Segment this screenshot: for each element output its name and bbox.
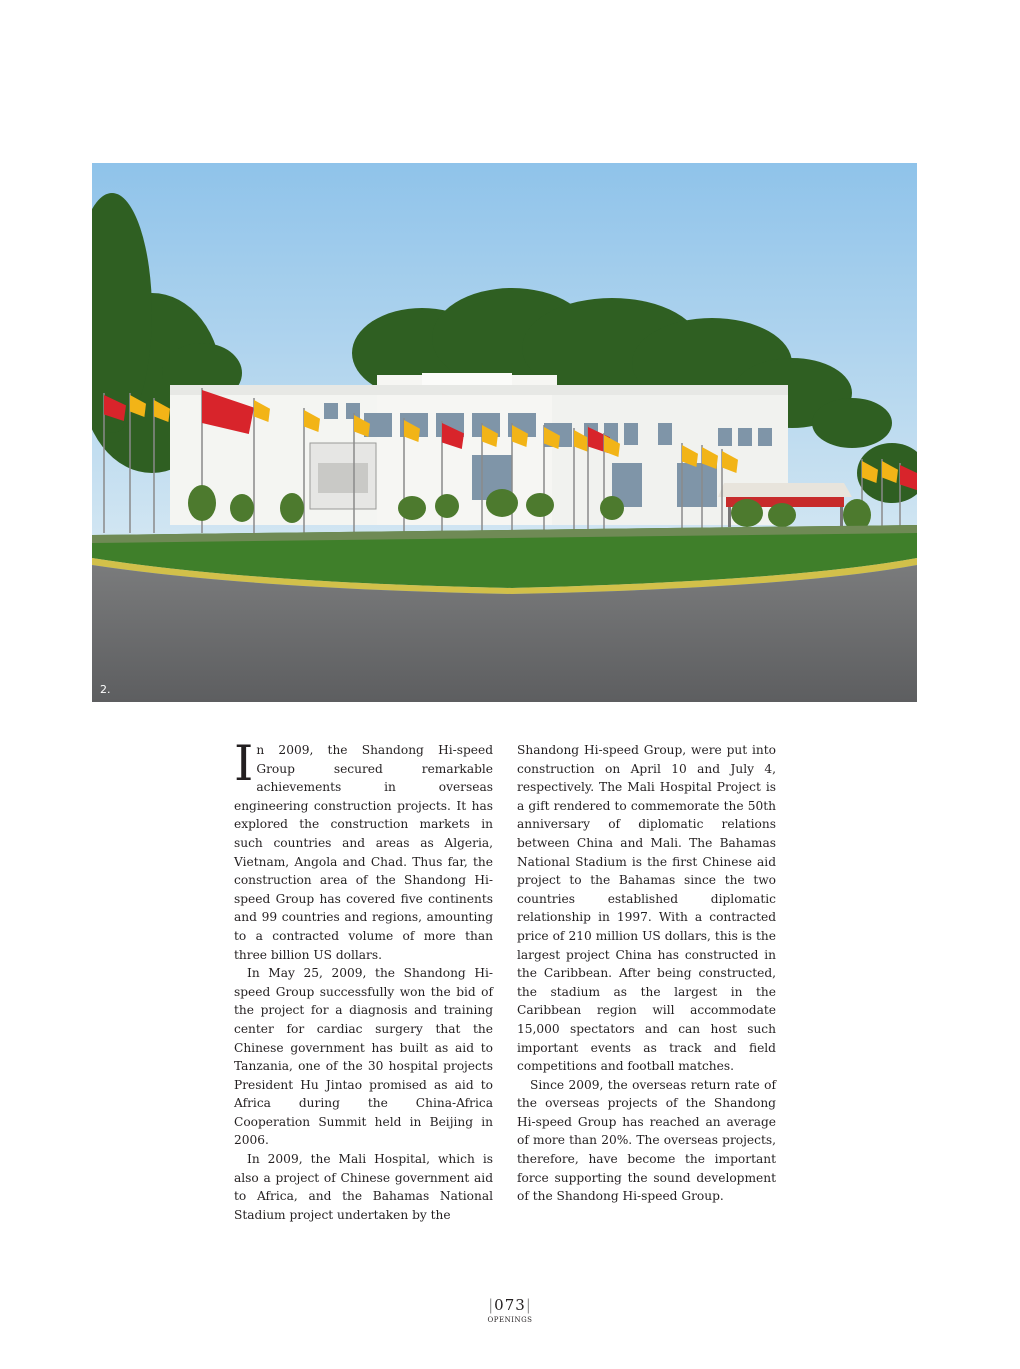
paragraph-2: In May 25, 2009, the Shandong Hi-speed Group successfully won the bid of the project for a diagnosis and training center for cardiac surgery that the Chinese government has built as aid to Tanzania, one of the 30 hospital projects President Hu Jintao promised as aid to Africa during the China-Africa Cooperation Summit held in Beijing in 2006. (234, 966, 493, 1148)
drop-cap: I (234, 735, 254, 792)
paragraph-3-start: In 2009, the Mali Hospital, which is also a project of Chinese government aid to Africa, and the Bahamas National Stadium project undertaken by the (234, 1152, 493, 1222)
paragraph-4: Since 2009, the overseas return rate of the overseas projects of the Shandong Hi-speed Group has reached an average of more than 20%. The overseas projects, therefore, have become the important force supporting the sound development of the Shandong Hi-speed Group. (517, 1077, 776, 1204)
page-number-rule-right: | (525, 1296, 532, 1314)
section-label: OPENINGS (487, 1316, 533, 1324)
building (170, 373, 788, 525)
article-column-left (234, 735, 493, 1224)
page-number-rule-left: | (488, 1296, 495, 1314)
page-number (0, 1296, 1020, 1314)
paragraph-1 (234, 735, 493, 964)
photo-number: 2. (100, 683, 111, 696)
building-photo (92, 163, 917, 702)
article-column-right (517, 741, 776, 1206)
paragraph-3-continued: Shandong Hi-speed Group, were put into construction on April 10 and July 4, respectively. The Mali Hospital Project is a gift rendered to commemorate the 50th anniversary of diplomatic relations between China and Mali. The Bahamas National Stadium is the first Chinese aid project to the Bahamas since the two countries established diplomatic relationship in 1997. With a contracted price of 210 million US dollars, this is the largest project China has constructed in the Caribbean. After being constructed, the stadium as the largest in the Caribbean region will accommodate 15,000 spectators and can host such important events as track and field competitions and football matches. (517, 743, 776, 1074)
page-number-value: 073 (494, 1296, 526, 1314)
building-photo-illustration (92, 163, 917, 702)
paragraph-1-text: n 2009, the Shandong Hi-speed Group secured remarkable achievements in overseas engineering construction projects. It has explored the construction markets in such countries and areas as Algeria, Vietnam, Angola and Chad. Thus far, the construction area of the Shandong Hi-speed Group has covered five continents and 99 countries and regions, amounting to a contracted volume of more than three billion US dollars. (234, 743, 493, 962)
